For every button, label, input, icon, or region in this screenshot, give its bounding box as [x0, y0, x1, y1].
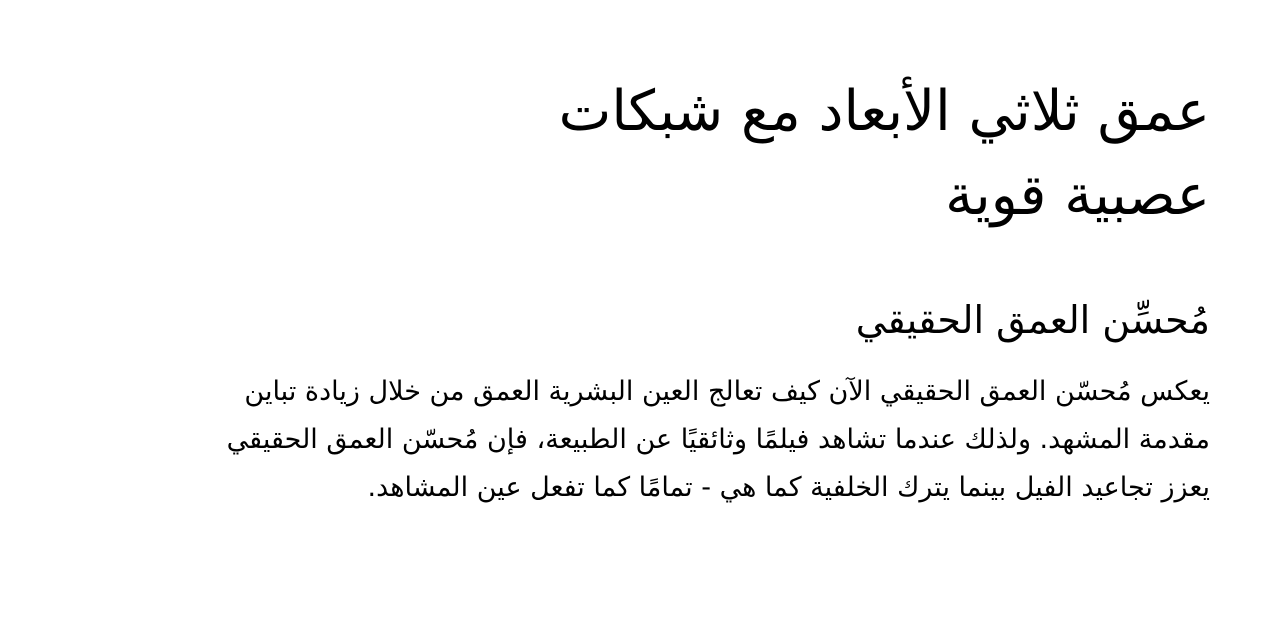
section-headline: عمق ثلاثي الأبعاد مع شبكات عصبية قوية	[558, 79, 1210, 228]
feature-section	[200, 70, 1210, 512]
feature-subheading: مُحسِّن العمق الحقيقي	[855, 298, 1210, 342]
feature-description: يعكس مُحسّن العمق الحقيقي الآن كيف تعالج العين البشرية العمق من خلال زيادة تباين مقدمة المشهد. ولذلك عندما تشاهد فيلمًا وثائقيًا عن الطبيعة، فإن مُحسّن العمق الحقيقي يعزز تجاعيد الفيل بينما يترك الخلفية كما هي - تمامًا كما تفعل عين المشاهد.	[226, 376, 1210, 503]
